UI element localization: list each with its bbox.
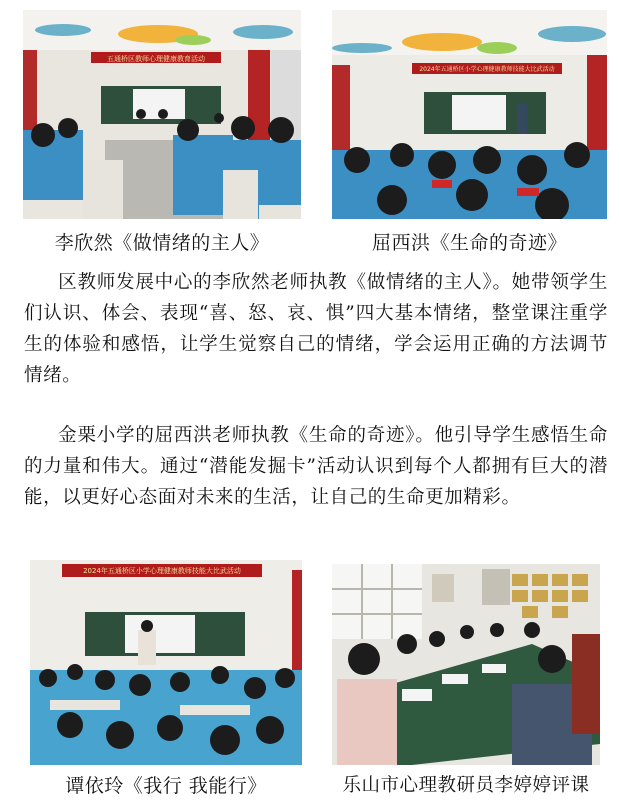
photo-caption: 乐山市心理教研员李婷婷评课 bbox=[342, 775, 590, 796]
photo-caption: 李欣然《做情绪的主人》 bbox=[54, 232, 270, 254]
classroom-photo-qu-xihong bbox=[332, 10, 607, 219]
body-paragraph bbox=[24, 420, 608, 513]
banner-text: 2024年五通桥区小学心理健康教师技能大比武活动 bbox=[419, 66, 555, 73]
banner-text: 五通桥区教师心理健康教育活动 bbox=[107, 55, 205, 63]
body-paragraph bbox=[24, 267, 608, 391]
photo-caption: 屈西洪《生命的奇迹》 bbox=[371, 232, 567, 254]
meeting-photo-li-tingting bbox=[332, 564, 600, 765]
paragraph-text: 金栗小学的屈西洪老师执教《生命的奇迹》。他引导学生感悟生命的力量和伟大。通过“潜能发掘卡”活动认识到每个人都拥有巨大的潜能，以更好心态面对未来的生活，让自己的生命更加精彩。 bbox=[24, 425, 608, 508]
photo-caption: 谭依玲《我行 我能行》 bbox=[65, 775, 267, 797]
classroom-photo-li-xinran bbox=[23, 10, 301, 219]
banner-text: 2024年五通桥区小学心理健康教师技能大比武活动 bbox=[83, 567, 241, 575]
classroom-photo-tan-yiling bbox=[30, 560, 302, 765]
paragraph-text: 区教师发展中心的李欣然老师执教《做情绪的主人》。她带领学生们认识、体会、表现“喜、怒、哀、惧”四大基本情绪，整堂课注重学生的体验和感悟，让学生觉察自己的情绪，学会运用正确的方法调节情绪。 bbox=[24, 272, 608, 386]
